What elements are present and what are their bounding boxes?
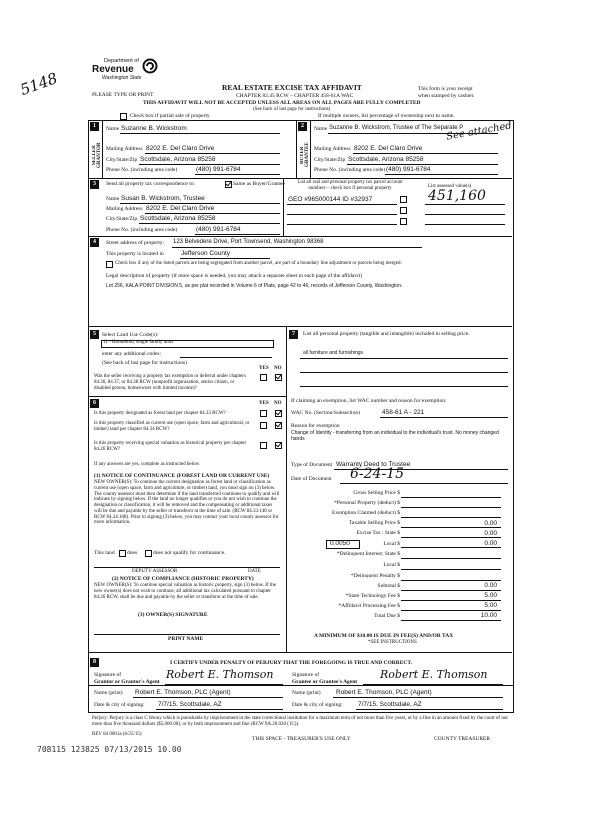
s8-grantor-date[interactable]: 7/7/15, Scottsdale, AZ (158, 701, 222, 708)
partial-sale-checkbox[interactable] (120, 113, 127, 120)
s7-doc-type-label: Type of Document (291, 462, 333, 468)
s7-total-label: Total Due $ (374, 613, 400, 619)
s7-taxable-label: Taxable Selling Price $ (348, 520, 400, 526)
s7-minimum-note: A MINIMUM OF $10.00 IS DUE IN FEE(S) AND/OR TAX (314, 633, 454, 639)
form-chapter: CHAPTER 82.45 RCW – CHAPTER 458-61A WAC (236, 93, 354, 99)
s7-excise-state[interactable]: 0.00 (484, 530, 497, 537)
multiple-owners-note: If multiple owners, list percentage of ownership next to name. (318, 113, 455, 119)
s5-see-back: (See back of last page for instructions) (102, 360, 187, 366)
s7-delinq-interest-label: *Delinquent Interest: State $ (336, 551, 400, 557)
s6-q1-no[interactable] (275, 410, 282, 417)
s6-does: does (127, 550, 138, 556)
parcel-checkbox-2[interactable] (400, 207, 407, 214)
s1-mailing[interactable]: 8202 E. Del Claro Drive (146, 145, 215, 152)
section-7-number: 7 (289, 330, 298, 339)
s7-delinq-penalty-label: *Delinquent Penalty $ (350, 573, 400, 579)
s3-assessed-value[interactable]: 451,160 (428, 188, 486, 204)
s5-exemption-yes[interactable] (260, 374, 267, 381)
s7-wac[interactable]: 458-61 A - 221 (382, 409, 425, 416)
s7-exemption-label: Exemption Claimed (deduct) $ (332, 510, 400, 516)
s8-certify: I CERTIFY UNDER PENALTY OF PERJURY THAT THE FOREGOING IS TRUE AND CORRECT. (170, 660, 413, 666)
treasurer-stamp: 708115 123825 07/13/2015 10.00 (37, 745, 182, 754)
s3-send-label: Send all property tax correspondence to: (106, 181, 196, 187)
s5-exemption-q: Was the seller receiving a property tax exemption or deferral under chapters 84.36, 84.37, or 84.38 RCW (nonprofit organization, senior citizen, or disabled person, homeowner with limited income)? (94, 374, 246, 391)
s2-mailing-label: Mailing Address (314, 146, 351, 152)
s7-personal-label: List all personal property (tangible and intangible) included in selling price. (303, 331, 470, 337)
s7-doc-date[interactable]: 6-24-15 (350, 466, 404, 482)
s7-subtotal[interactable]: 0.00 (484, 582, 497, 589)
s6-q2: Is this property classified as current use (open space, farm and agricultural, or timber) land per chapter 84.34 RCW? (94, 421, 250, 432)
dept-line3: Washington State (102, 75, 142, 81)
partial-sale-label: Check box if partial sale of property (130, 113, 210, 119)
parcel-header-2: numbers – check box if personal property (308, 185, 392, 191)
s2-name-label: Name (314, 126, 328, 132)
s8-grantor-sig-label-1: Signature of (94, 672, 122, 678)
s6-notice1-title: (1) NOTICE OF CONTINUANCE (FOREST LAND OR CURRENT USE) (94, 473, 270, 479)
s4-street-label: Street address of property: (106, 240, 165, 246)
s6-q3-yes[interactable] (260, 442, 267, 449)
s6-notice2-body: NEW OWNER(S): To continue special valuation as historic property, sign (3) below. If the new owner(s) does not wish to continue, all additional tax calculated pursuant to chapter 84.26 RCW, shall be due and payable by the seller or transferor at the time of sale. (94, 583, 276, 600)
s1-name-label: Name (106, 126, 120, 132)
see-back-note: (See back of last page for instructions) (253, 107, 331, 112)
s4-legal[interactable]: Lot 256, KALA POINT DIVISION 5, as per plat recorded in Volume 6 of Plats, page 42 to 46, records of Jefferson County, Washington. (106, 283, 403, 289)
s6-does-not: does not qualify for continuance. (153, 550, 226, 556)
s3-phone-label: Phone No. (including area code) (106, 227, 178, 233)
county-treasurer: COUNTY TREASURER (434, 736, 491, 742)
s1-phone[interactable]: (480) 991-6784 (196, 166, 241, 173)
buyer-grantee-label: BUYER GRANTEE (300, 142, 310, 168)
dept-line1: Department of (104, 58, 139, 64)
section-3-number: 3 (90, 180, 99, 189)
s4-legal-label: Legal description of property (if more space is needed, you may attach a separate sheet to each page of the affidavit) (106, 273, 362, 279)
s3-mailing[interactable]: 8202 E. Del Claro Drive (146, 205, 215, 212)
s8-grantee-sig-label-1: Signature of (292, 672, 320, 678)
s7-doc-type[interactable]: Warranty Deed to Trustee (336, 461, 411, 468)
s6-does-not-checkbox[interactable] (145, 550, 152, 557)
s3-parcel[interactable]: GEO #965000144 ID #32937 (288, 196, 373, 203)
s5-no: NO (274, 366, 282, 371)
s6-q3-no[interactable] (275, 442, 282, 449)
s5-exemption-no[interactable] (275, 374, 282, 381)
s7-local2-label: Local $ (383, 562, 400, 568)
s2-see-attached: See attached (445, 120, 513, 143)
s4-located-label: This property is located in (106, 251, 164, 257)
s7-local-rate[interactable]: 0.0050 (330, 540, 350, 547)
s6-notice2-title: (2) NOTICE OF COMPLIANCE (HISTORIC PROPERTY) (112, 576, 254, 582)
rev-number: REV 84 0001a (6/25/15) (92, 732, 142, 737)
parcel-header-1: List all real and personal property tax parcel account (297, 180, 403, 185)
form-warning: THIS AFFIDAVIT WILL NOT BE ACCEPTED UNLESS ALL AREAS ON ALL PAGES ARE FULLY COMPLETED (143, 100, 421, 106)
s7-taxable[interactable]: 0.00 (484, 520, 497, 527)
print-note: PLEASE TYPE OR PRINT (92, 92, 154, 98)
s2-name[interactable]: Suzanne B. Wickstrom, Trustee of The Separate P (329, 125, 464, 131)
s3-name-label: Name (106, 196, 120, 202)
s7-processing-fee-label: *Affidavit Processing Fee $ (338, 603, 400, 609)
s2-mailing[interactable]: 8202 E. Del Claro Drive (354, 145, 423, 152)
s7-gross-label: Gross Selling Price $ (353, 490, 400, 496)
s5-yes: YES (259, 366, 269, 371)
s7-personal-deduct-label: *Personal Property (deduct) $ (334, 500, 400, 506)
s1-city[interactable]: Scottsdale, Arizona 85258 (140, 156, 216, 163)
s4-county[interactable]: Jefferson County (181, 250, 231, 257)
s5-land-use-label: Select Land Use Code(s): (102, 332, 159, 338)
section-5-number: 5 (90, 330, 99, 339)
s7-reason-label: Reason for exemption (291, 423, 340, 429)
s7-exemption-intro: If claiming an exemption, list WAC number and reason for exemption: (291, 398, 447, 404)
s3-city[interactable]: Scottsdale, Arizona 85258 (140, 215, 216, 222)
s7-reason[interactable]: Change of Identity - transferring from an individual to the individual's trust. No money changed hands (291, 430, 499, 442)
s7-see-instructions: *SEE INSTRUCTIONS (368, 640, 417, 645)
s6-date: DATE (248, 569, 261, 574)
s7-subtotal-label: Subtotal $ (377, 583, 400, 589)
s3-assessed-label: List assessed value(s) (428, 184, 472, 189)
s1-name[interactable]: Suzanne B. Wickstrom (121, 125, 187, 132)
s2-city-label: City/State/Zip (314, 157, 346, 163)
revenue-logo (92, 58, 162, 88)
s6-owner-sig: (3) OWNER(S) SIGNATURE (138, 612, 208, 618)
s6-this-land: This land (94, 550, 115, 556)
s2-phone[interactable]: (480) 991-6784 (386, 166, 431, 173)
s5-additional: enter any additional codes: (102, 351, 162, 357)
s8-grantor-name-label: Name (print) (94, 690, 123, 696)
seller-grantor-label: SELLER GRANTOR (92, 142, 102, 168)
s8-grantee-name[interactable]: Robert E. Thomson, PLC (Agent) (336, 689, 432, 696)
parcel-checkbox-3[interactable] (400, 218, 407, 225)
s7-processing-fee[interactable]: 5.00 (484, 602, 497, 609)
s7-tech-fee-label: *State Technology Fee $ (345, 593, 400, 599)
s3-same-as-buyer: Same as Buyer/Grantee (233, 181, 285, 187)
s7-doc-date-label: Date of Document (291, 476, 332, 482)
s8-grantee-name-label: Name (print) (292, 690, 321, 696)
perjury-note: Perjury: Perjury is a class C felony which is punishable by imprisonment in the state correctional institution for a maximum term of not more than five years, or by a fine in an amount fixed by the court of not more than five thousand dollars ($5,000.00), or by both imprisonment and fine (RCW 9A.20.020 (1C)). (92, 716, 508, 727)
treasurer-space: THIS SPACE - TREASURER'S USE ONLY (252, 736, 351, 742)
s6-q3: Is this property receiving special valuation as historical property per chapter 84.26 RCW? (94, 441, 247, 452)
s7-tech-fee[interactable]: 5.00 (484, 592, 497, 599)
receipt-note-2: when stamped by cashier. (418, 93, 475, 99)
s6-q1-yes[interactable] (260, 410, 267, 417)
dept-line2: Revenue (92, 64, 134, 75)
s1-city-label: City/State/Zip (106, 157, 138, 163)
s6-deputy: DEPUTY ASSESSOR (132, 569, 178, 574)
s4-street[interactable]: 123 Belvedere Drive, Port Townsend, Washington 98368 (173, 239, 324, 245)
segregated-checkbox[interactable] (106, 261, 113, 268)
s1-phone-label: Phone No. (including area code) (106, 167, 178, 173)
s7-wac-label: WAC No. (Section/Subsection) (291, 410, 360, 416)
s7-excise-state-label: Excise Tax : State $ (356, 530, 400, 536)
s8-grantee-date-label: Date & city of signing: (292, 702, 343, 708)
same-as-buyer-checkbox[interactable] (225, 181, 232, 188)
section-1-number: 1 (90, 122, 99, 131)
s2-city[interactable]: Scottsdale, Arizona 85258 (348, 156, 424, 163)
s3-phone[interactable]: (480) 991-6784 (196, 226, 241, 233)
margin-note: 5148 (17, 69, 60, 100)
s6-does-checkbox[interactable] (119, 550, 126, 557)
s6-print-name: PRINT NAME (168, 636, 204, 642)
s8-grantor-date-label: Date & city of signing: (94, 702, 145, 708)
s2-phone-label: Phone No. (including area code) (314, 167, 386, 173)
section-4-number: 4 (90, 238, 99, 247)
s4-segregated: Check box if any of the listed parcels are being segregated from another parcel, are part of a boundary line adjustment or parcels being merged. (115, 261, 402, 266)
s6-q2-no[interactable] (275, 422, 282, 429)
s7-local[interactable]: 0.00 (484, 540, 497, 547)
section-2-number: 2 (298, 122, 307, 131)
s8-grantor-sig-label-2: Grantor or Grantor's Agent (94, 679, 160, 685)
s6-q2-yes[interactable] (260, 422, 267, 429)
s1-mailing-label: Mailing Address (106, 146, 143, 152)
s8-grantor-signature: Robert E. Thomson (166, 668, 274, 681)
s3-city-label: City/State/Zip (106, 216, 138, 222)
s6-yes: YES (259, 401, 269, 406)
revenue-swirl-icon (142, 58, 158, 74)
s7-total[interactable]: 10.00 (480, 612, 497, 619)
receipt-note-1: This form is your receipt (418, 86, 473, 92)
s8-grantee-date[interactable]: 7/7/15, Scottsdale, AZ (358, 701, 422, 708)
s3-parcel-header (286, 180, 414, 192)
s5-land-use: 11 - Household, single family units (103, 340, 174, 345)
parcel-checkbox-1[interactable] (400, 196, 407, 203)
s6-notice1-body: NEW OWNER(S): To continue the current designation as forest land or classification as current use (open space, farm and agriculture, or timber) land, you must sign on (3) below. The county assessor must then determine if the land transferred continues to qualify and will indicate by signing below. If the land no longer qualifies or you do not wish to continue the designation or classification, it will be removed and the compensating or additional taxes will be due and payable by the seller or transferor at the time of sale. (RCW 84.33.140 or RCW 84.34.108). Prior to signing (3) below, you may contact your local county assessor for more information. (94, 480, 280, 526)
form-title: REAL ESTATE EXCISE TAX AFFIDAVIT (222, 83, 362, 92)
section-8-number: 8 (90, 658, 99, 667)
s3-name[interactable]: Susan B. Wickstrom, Trustee (121, 195, 205, 202)
s3-mailing-label: Mailing Address (106, 206, 143, 212)
s8-grantee-signature: Robert E. Thomson (380, 668, 488, 681)
s6-if-yes: If any answers are yes, complete as instructed below. (94, 462, 201, 467)
s8-grantee-sig-label-2: Grantee or Grantee's Agent (292, 679, 358, 685)
s6-q1: Is this property designated as forest land per chapter 84.33 RCW? (94, 411, 226, 416)
s7-local-label: Local $ (383, 541, 400, 547)
s8-grantor-name[interactable]: Robert E. Thomson, PLC (Agent) (135, 689, 231, 696)
s7-personal-property[interactable]: all furniture and furnishings (303, 350, 364, 356)
section-8-frame (88, 652, 514, 713)
s6-no: NO (274, 401, 282, 406)
section-6-number: 6 (90, 399, 99, 408)
